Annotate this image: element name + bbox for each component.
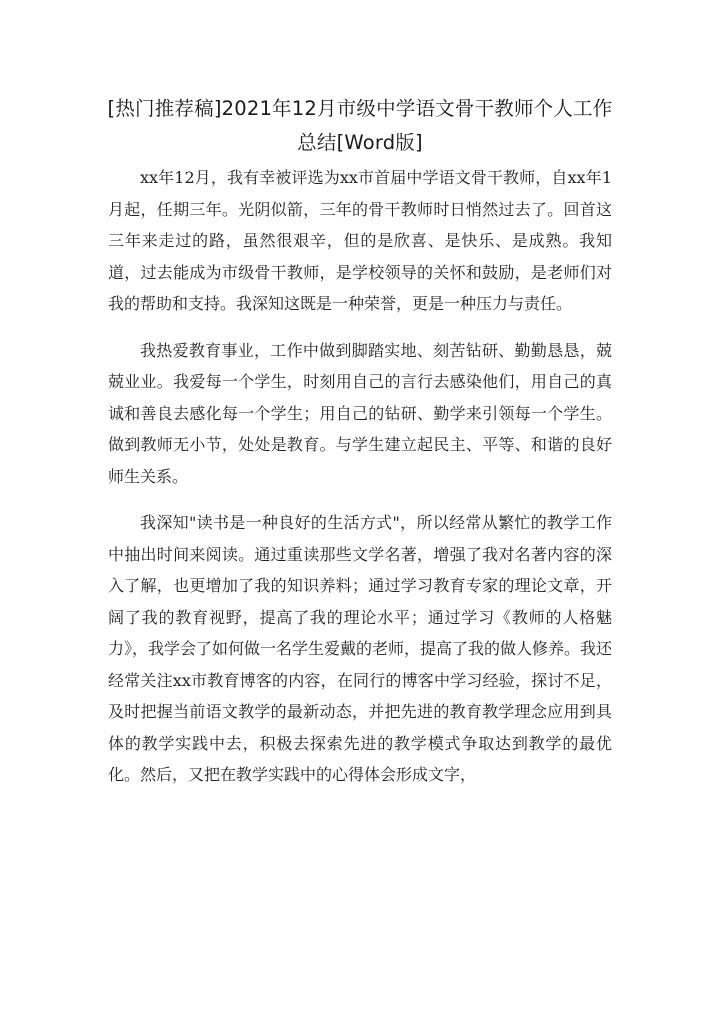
paragraph: xx年12月，我有幸被评选为xx市首届中学语文骨干教师，自xx年1月起，任期三年。光阴似箭，三年的骨干教师时日悄然过去了。回首这三年来走过的路，虽然很艰辛，但的是欣喜、是快乐、是成熟。我知道，过去能成为市级骨干教师，是学校领导的关怀和鼓励，是老师们对我的帮助和支持。我深知这既是一种荣誉，更是一种压力与责任。 bbox=[108, 168, 612, 313]
document-body bbox=[108, 162, 612, 791]
document-title: [热门推荐稿]2021年12月市级中学语文骨干教师个人工作总结[Word版] bbox=[107, 97, 613, 154]
paragraph: 我深知"读书是一种良好的生活方式"，所以经常从繁忙的教学工作中抽出时间来阅读。通过重读那些文学名著，增强了我对名著内容的深入了解，也更增加了我的知识养料；通过学习教育专家的理论文章，开阔了我的教育视野，提高了我的理论水平；通过学习《教师的人格魅力》，我学会了如何做一名学生爱戴的老师，提高了我的做人修养。我还经常关注xx市教育博客的内容，在同行的博客中学习经验，探讨不足，及时把握当前语文教学的最新动态，并把先进的教育教学理念应用到具体的教学实践中去，积极去探索先进的教学模式争取达到教学的最优化。然后，又把在教学实践中的心得体会形成文字， bbox=[108, 513, 613, 784]
paragraph: 我热爱教育事业，工作中做到脚踏实地、刻苦钻研、勤勤恳恳，兢兢业业。我爱每一个学生，时刻用自己的言行去感染他们，用自己的真诚和善良去感化每一个学生；用自己的钻研、勤学来引领每一个学生。做到教师无小节，处处是教育。与学生建立起民主、平等、和谐的良好师生关系。 bbox=[108, 340, 612, 486]
